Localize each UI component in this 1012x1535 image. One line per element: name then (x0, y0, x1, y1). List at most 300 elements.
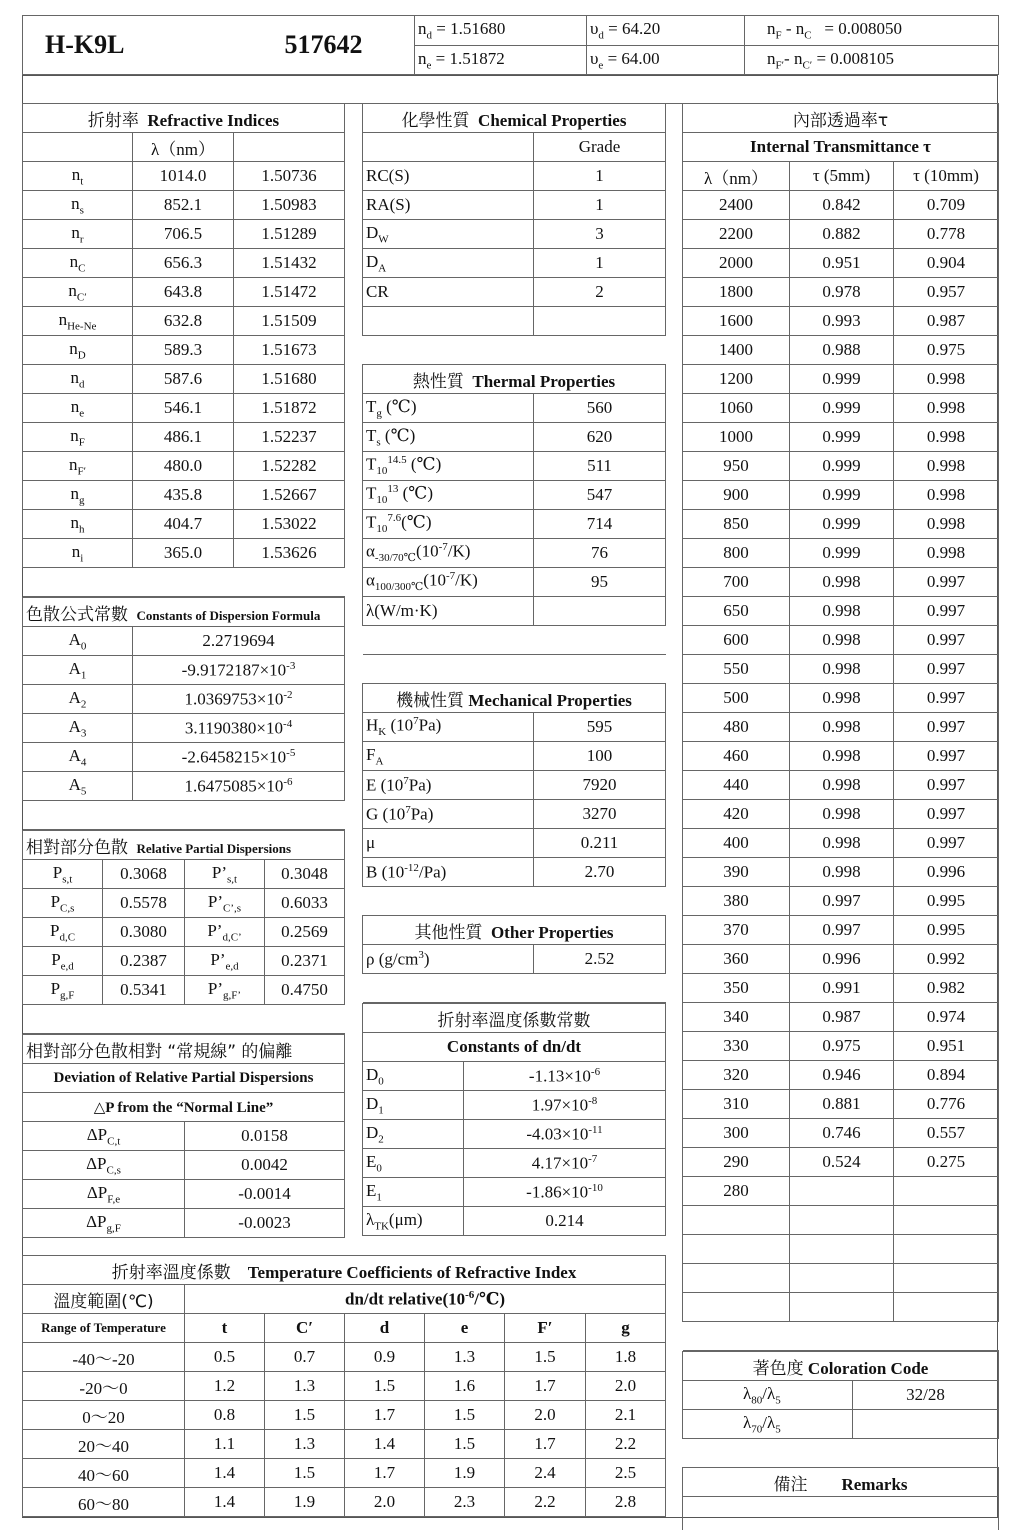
ri-wavelength: 1014.0 (133, 162, 234, 191)
trans-5mm: 0.996 (790, 945, 894, 974)
trans-wavelength: 1200 (683, 365, 790, 394)
ri-wavelength: 404.7 (133, 510, 234, 539)
glass-name: H-K9L 517642 (23, 16, 415, 75)
tc-value: 1.5 (265, 1459, 345, 1488)
table-row (683, 539, 999, 568)
trans-10mm: 0.998 (894, 510, 999, 539)
tc-value: 1.7 (345, 1401, 425, 1430)
other-key: ρ $(g/cm^3)$ (363, 945, 534, 974)
tc-value: 0.7 (265, 1343, 345, 1372)
trans-10mm: 0.997 (894, 771, 999, 800)
trans-5mm: 0.993 (790, 307, 894, 336)
transmittance-title-en: Internal Transmittance τ (683, 133, 999, 162)
trans-10mm: 0.995 (894, 887, 999, 916)
range-en: Range of Temperature (23, 1314, 185, 1343)
pd-symbol: $P_{s,t}$ (23, 860, 103, 889)
tc-value: 1.3 (265, 1430, 345, 1459)
ri-wavelength: 656.3 (133, 249, 234, 278)
pd-prime-value: 0.2569 (265, 918, 345, 947)
trans-10mm: 0.998 (894, 394, 999, 423)
table-row (23, 860, 345, 889)
coloration-title: 著色度 Coloration Code (683, 1352, 999, 1381)
trans-wavelength: 1400 (683, 336, 790, 365)
pd-value: 0.3068 (103, 860, 185, 889)
ri-wavelength: 589.3 (133, 336, 234, 365)
tc-value: 0.9 (345, 1343, 425, 1372)
therm-value (534, 597, 666, 626)
mech-key: μ (363, 829, 534, 858)
trans-5mm: 0.999 (790, 510, 894, 539)
dndt-const-table (362, 1003, 666, 1236)
table-row (23, 452, 345, 481)
ri-wavelength: 365.0 (133, 539, 234, 568)
remarks-area (683, 1497, 999, 1531)
pd-prime-symbol: $P’_{d,C’}$ (185, 918, 265, 947)
tc-value: 1.9 (425, 1459, 505, 1488)
trans-wavelength: 460 (683, 742, 790, 771)
therm-key: $\alpha_{-30/70℃}(10^{-7}/K)$ (363, 539, 534, 568)
disp-symbol: $A_5$ (23, 772, 133, 801)
trans-10mm: 0.709 (894, 191, 999, 220)
ne-value: $n_e = 1.51872$ (415, 45, 587, 75)
tc-value: 1.7 (345, 1459, 425, 1488)
mech-key: E $(10^7Pa)$ (363, 771, 534, 800)
pd-prime-symbol: $P’_{C’,s}$ (185, 889, 265, 918)
table-row (23, 1209, 345, 1238)
trans-10mm: 0.557 (894, 1119, 999, 1148)
table-row (683, 481, 999, 510)
dndt-key: $E_0$ (363, 1149, 464, 1178)
trans-5mm: 0.987 (790, 1003, 894, 1032)
pd-value: 0.5578 (103, 889, 185, 918)
trans-wavelength: 950 (683, 452, 790, 481)
trans-5mm: 0.999 (790, 423, 894, 452)
tc-range: 40～60 (23, 1459, 185, 1488)
partial-table (22, 830, 345, 1034)
trans-5mm: 0.842 (790, 191, 894, 220)
table-row (363, 249, 666, 278)
trans-5mm: 0.991 (790, 974, 894, 1003)
tc-value: 1.4 (185, 1488, 265, 1517)
ri-symbol: $n_{He-Ne}$ (23, 307, 133, 336)
table-row (23, 947, 345, 976)
ri-index: 1.53626 (234, 539, 345, 568)
middle-column (362, 103, 665, 1236)
trans-10mm: 0.997 (894, 800, 999, 829)
trans-5mm: 0.999 (790, 539, 894, 568)
table-row (683, 771, 999, 800)
mech-key: B $(10^{-12}/Pa)$ (363, 858, 534, 887)
trans-10mm: 0.996 (894, 858, 999, 887)
trans-10mm: 0.987 (894, 307, 999, 336)
chem-grade: 1 (534, 249, 666, 278)
ri-wavelength: 480.0 (133, 452, 234, 481)
table-row (23, 772, 345, 801)
tc-value: 2.8 (586, 1488, 666, 1517)
trans-10mm: 0.998 (894, 423, 999, 452)
trans-wavelength: 2400 (683, 191, 790, 220)
table-row (363, 1178, 666, 1207)
dndt-title-en: Constants of dn/dt (363, 1033, 666, 1062)
trans-5mm: 0.998 (790, 800, 894, 829)
mech-value: 0.211 (534, 829, 666, 858)
ri-index: 1.52237 (234, 423, 345, 452)
tc-value: 1.6 (425, 1372, 505, 1401)
ri-symbol: $n_C$ (23, 249, 133, 278)
tc-col-header: e (425, 1314, 505, 1343)
table-row (23, 539, 345, 568)
trans-h2: τ (5mm) (790, 162, 894, 191)
trans-10mm: 0.997 (894, 655, 999, 684)
tc-col-header: C′ (265, 1314, 345, 1343)
trans-10mm: 0.975 (894, 336, 999, 365)
trans-5mm: 0.975 (790, 1032, 894, 1061)
table-row (683, 510, 999, 539)
table-row (683, 684, 999, 713)
tc-value: 1.9 (265, 1488, 345, 1517)
mech-value: 2.70 (534, 858, 666, 887)
trans-10mm: 0.997 (894, 626, 999, 655)
disp-symbol: $A_1$ (23, 656, 133, 685)
chem-grade: 1 (534, 162, 666, 191)
ri-symbol: $n_e$ (23, 394, 133, 423)
trans-5mm: 0.998 (790, 771, 894, 800)
therm-key: $T_{10}^{14.5}$ (℃) (363, 452, 534, 481)
pd-prime-value: 0.2371 (265, 947, 345, 976)
trans-5mm: 0.998 (790, 684, 894, 713)
table-row (683, 1177, 999, 1206)
trans-10mm: 0.778 (894, 220, 999, 249)
table-row (683, 1061, 999, 1090)
disp-value: $1.6475085\times 10^{-6}$ (133, 772, 345, 801)
trans-wavelength: 300 (683, 1119, 790, 1148)
table-row (363, 1207, 666, 1236)
dndt-value: $4.17\times 10^{-7}$ (464, 1149, 666, 1178)
trans-5mm: 0.997 (790, 916, 894, 945)
pd-symbol: $P_{e,d}$ (23, 947, 103, 976)
dispersion-title: 色散公式常數 Constants of Dispersion Formula (23, 598, 345, 627)
dndt-value: $-1.13\times 10^{-6}$ (464, 1062, 666, 1091)
table-row (363, 568, 666, 597)
ve-value: $\upsilon_e = 64.00$ (587, 45, 745, 75)
ri-wavelength: 643.8 (133, 278, 234, 307)
ri-index: 1.51472 (234, 278, 345, 307)
trans-10mm: 0.997 (894, 742, 999, 771)
table-row (23, 743, 345, 772)
trans-wavelength: 330 (683, 1032, 790, 1061)
table-row (23, 162, 345, 191)
trans-wavelength: 1600 (683, 307, 790, 336)
mech-value: 7920 (534, 771, 666, 800)
trans-10mm: 0.997 (894, 713, 999, 742)
deviation-title-en: Deviation of Relative Partial Dispersions (23, 1064, 345, 1093)
table-row (23, 627, 345, 656)
table-row (363, 771, 666, 800)
other-value: 2.52 (534, 945, 666, 974)
pd-value: 0.5341 (103, 976, 185, 1005)
trans-wavelength: 340 (683, 1003, 790, 1032)
tc-value: 2.2 (505, 1488, 586, 1517)
ri-index: 1.51509 (234, 307, 345, 336)
dev-value: -0.0023 (185, 1209, 345, 1238)
ri-index: 1.50983 (234, 191, 345, 220)
dndt-key: $E_1$ (363, 1178, 464, 1207)
chem-key: CR (363, 278, 534, 307)
mech-value: 100 (534, 742, 666, 771)
table-row (683, 220, 999, 249)
header-table (22, 15, 999, 75)
trans-5mm: 0.999 (790, 394, 894, 423)
dndt-value: $-1.86\times 10^{-10}$ (464, 1178, 666, 1207)
trans-wavelength: 390 (683, 858, 790, 887)
transmittance-table (682, 103, 999, 1351)
dev-value: 0.0042 (185, 1151, 345, 1180)
ri-symbol: $n_F$ (23, 423, 133, 452)
table-row (363, 191, 666, 220)
vd-value: $\upsilon_d = 64.20$ (587, 16, 745, 46)
trans-wavelength: 440 (683, 771, 790, 800)
table-row (683, 742, 999, 771)
dev-symbol: $\Delta P_{C,s}$ (23, 1151, 185, 1180)
tc-value: 1.4 (185, 1459, 265, 1488)
partial-title: 相對部分色散 Relative Partial Dispersions (23, 831, 345, 860)
trans-10mm: 0.998 (894, 539, 999, 568)
tc-range: -40～-20 (23, 1343, 185, 1372)
trans-5mm: 0.999 (790, 365, 894, 394)
tc-range: 60～80 (23, 1488, 185, 1517)
refractive-table (22, 103, 345, 597)
therm-key: $\alpha_{100/300℃}(10^{-7}/K)$ (363, 568, 534, 597)
tc-value: 2.1 (586, 1401, 666, 1430)
trans-wavelength: 310 (683, 1090, 790, 1119)
ri-symbol: $n_h$ (23, 510, 133, 539)
ri-symbol: $n_r$ (23, 220, 133, 249)
table-row (23, 889, 345, 918)
pd-prime-value: 0.3048 (265, 860, 345, 889)
dndt-value: 0.214 (464, 1207, 666, 1236)
table-row (683, 1090, 999, 1119)
tc-value: 2.4 (505, 1459, 586, 1488)
trans-wavelength: 850 (683, 510, 790, 539)
table-row (683, 249, 999, 278)
table-row (683, 887, 999, 916)
coloration-v1: 32/28 (853, 1381, 999, 1410)
table-row (683, 597, 999, 626)
tc-col-header: F′ (505, 1314, 586, 1343)
dndt-relative: dn/dt $relative(10^{-6}/℃)$ (185, 1285, 666, 1314)
table-row (683, 626, 999, 655)
ri-wavelength: 546.1 (133, 394, 234, 423)
therm-value: 620 (534, 423, 666, 452)
mech-value: 3270 (534, 800, 666, 829)
trans-10mm: 0.974 (894, 1003, 999, 1032)
trans-wavelength: 370 (683, 916, 790, 945)
trans-10mm: 0.998 (894, 452, 999, 481)
trans-5mm: 0.988 (790, 336, 894, 365)
tc-value: 1.5 (505, 1343, 586, 1372)
trans-10mm: 0.776 (894, 1090, 999, 1119)
range-zh: 溫度範圍(℃) (23, 1285, 185, 1314)
table-row (363, 481, 666, 510)
therm-key: λ(W/m·K) (363, 597, 534, 626)
tc-value: 1.7 (505, 1372, 586, 1401)
table-row (683, 945, 999, 974)
table-row (23, 336, 345, 365)
therm-value: 95 (534, 568, 666, 597)
tc-col-header: g (586, 1314, 666, 1343)
tc-value: 1.5 (425, 1401, 505, 1430)
nd-value: $n_d = 1.51680$ (415, 16, 587, 46)
mech-key: $F_A$ (363, 742, 534, 771)
table-row (683, 829, 999, 858)
trans-wavelength: 1800 (683, 278, 790, 307)
table-row (683, 1119, 999, 1148)
tc-value: 2.0 (345, 1488, 425, 1517)
trans-10mm: 0.951 (894, 1032, 999, 1061)
trans-h1: λ（nm） (683, 162, 790, 191)
ri-index: 1.53022 (234, 510, 345, 539)
table-row (23, 685, 345, 714)
chem-grade: 2 (534, 278, 666, 307)
trans-10mm: 0.894 (894, 1061, 999, 1090)
tc-value: 2.0 (505, 1401, 586, 1430)
table-row (23, 191, 345, 220)
dndt-key: $\lambda_{TK}(\mu m)$ (363, 1207, 464, 1236)
pd-symbol: $P_{d,C}$ (23, 918, 103, 947)
table-row (363, 539, 666, 568)
trans-wavelength: 380 (683, 887, 790, 916)
pd-prime-symbol: $P’_{e,d}$ (185, 947, 265, 976)
tc-col-header: d (345, 1314, 425, 1343)
tc-value: 1.1 (185, 1430, 265, 1459)
trans-wavelength: 420 (683, 800, 790, 829)
dispersion-table (22, 597, 345, 830)
trans-wavelength: 290 (683, 1148, 790, 1177)
table-row (23, 656, 345, 685)
disp-value: $1.0369753\times 10^{-2}$ (133, 685, 345, 714)
dev-symbol: $\Delta P_{C,t}$ (23, 1122, 185, 1151)
thermal-title: 熱性質 Thermal Properties (363, 365, 666, 394)
trans-5mm: 0.746 (790, 1119, 894, 1148)
ri-wavelength: 852.1 (133, 191, 234, 220)
table-row (683, 191, 999, 220)
trans-wavelength: 650 (683, 597, 790, 626)
tc-value: 1.4 (345, 1430, 425, 1459)
ri-symbol: $n_i$ (23, 539, 133, 568)
table-row (683, 1003, 999, 1032)
table-row (23, 1180, 345, 1209)
temp-coef-title: 折射率溫度係數 Temperature Coefficients of Refractive Index (23, 1256, 666, 1285)
ri-index: 1.51680 (234, 365, 345, 394)
table-row (23, 1459, 666, 1488)
tc-value: 1.5 (265, 1401, 345, 1430)
table-row (363, 162, 666, 191)
table-row (363, 829, 666, 858)
transmittance-title-zh: 內部透過率τ (683, 104, 999, 133)
chem-key: RA(S) (363, 191, 534, 220)
tc-value: 1.3 (425, 1343, 505, 1372)
table-row (683, 278, 999, 307)
therm-value: 714 (534, 510, 666, 539)
table-row (363, 800, 666, 829)
pd-value: 0.2387 (103, 947, 185, 976)
tc-value: 1.3 (265, 1372, 345, 1401)
chem-grade: 1 (534, 191, 666, 220)
trans-wavelength: 900 (683, 481, 790, 510)
trans-5mm: 0.998 (790, 742, 894, 771)
tc-range: 0～20 (23, 1401, 185, 1430)
trans-10mm: 0.275 (894, 1148, 999, 1177)
table-row (23, 510, 345, 539)
ri-wavelength: 435.8 (133, 481, 234, 510)
ri-index: 1.51872 (234, 394, 345, 423)
trans-wavelength: 400 (683, 829, 790, 858)
trans-5mm: 0.997 (790, 887, 894, 916)
therm-value: 560 (534, 394, 666, 423)
ri-symbol: $n_{C'}$ (23, 278, 133, 307)
trans-5mm: 0.881 (790, 1090, 894, 1119)
pd-value: 0.3080 (103, 918, 185, 947)
trans-5mm: 0.999 (790, 452, 894, 481)
trans-wavelength: 600 (683, 626, 790, 655)
table-row (363, 597, 666, 626)
table-row (23, 714, 345, 743)
trans-wavelength: 2000 (683, 249, 790, 278)
pd-symbol: $P_{g,F}$ (23, 976, 103, 1005)
therm-key: $T_{10}^{7.6}(℃)$ (363, 510, 534, 539)
table-row (363, 945, 666, 974)
ri-index: 1.52667 (234, 481, 345, 510)
table-row (683, 916, 999, 945)
ri-wavelength: 706.5 (133, 220, 234, 249)
table-row (23, 278, 345, 307)
tc-col-header: t (185, 1314, 265, 1343)
ri-symbol: $n_D$ (23, 336, 133, 365)
disp-symbol: $A_2$ (23, 685, 133, 714)
chemical-table (362, 103, 666, 1003)
trans-wavelength: 350 (683, 974, 790, 1003)
tc-value: 1.2 (185, 1372, 265, 1401)
therm-value: 547 (534, 481, 666, 510)
table-row (683, 307, 999, 336)
lambda-header: λ（nm） (133, 133, 234, 162)
deviation-title-en2: △P from the “Normal Line” (23, 1093, 345, 1122)
trans-5mm: 0.998 (790, 713, 894, 742)
trans-wavelength: 1000 (683, 423, 790, 452)
dndt-key: $D_2$ (363, 1120, 464, 1149)
coloration-k2: $\lambda_{70}/\lambda_5$ (683, 1410, 853, 1439)
disp-symbol: $A_3$ (23, 714, 133, 743)
table-row (683, 568, 999, 597)
tc-value: 2.3 (425, 1488, 505, 1517)
ri-symbol: $n_t$ (23, 162, 133, 191)
pd-prime-value: 0.6033 (265, 889, 345, 918)
glass-code: 517642 (284, 30, 363, 59)
table-row (23, 1372, 666, 1401)
ri-wavelength: 486.1 (133, 423, 234, 452)
deviation-table (22, 1034, 345, 1238)
chem-grade: 3 (534, 220, 666, 249)
table-row (683, 394, 999, 423)
trans-wavelength: 550 (683, 655, 790, 684)
other-title: 其他性質 Other Properties (363, 916, 666, 945)
table-row (363, 394, 666, 423)
ri-symbol: $n_{F'}$ (23, 452, 133, 481)
table-row (683, 452, 999, 481)
chem-key: RC(S) (363, 162, 534, 191)
table-row (683, 1032, 999, 1061)
therm-key: $T_{10}^{13}$ (℃) (363, 481, 534, 510)
